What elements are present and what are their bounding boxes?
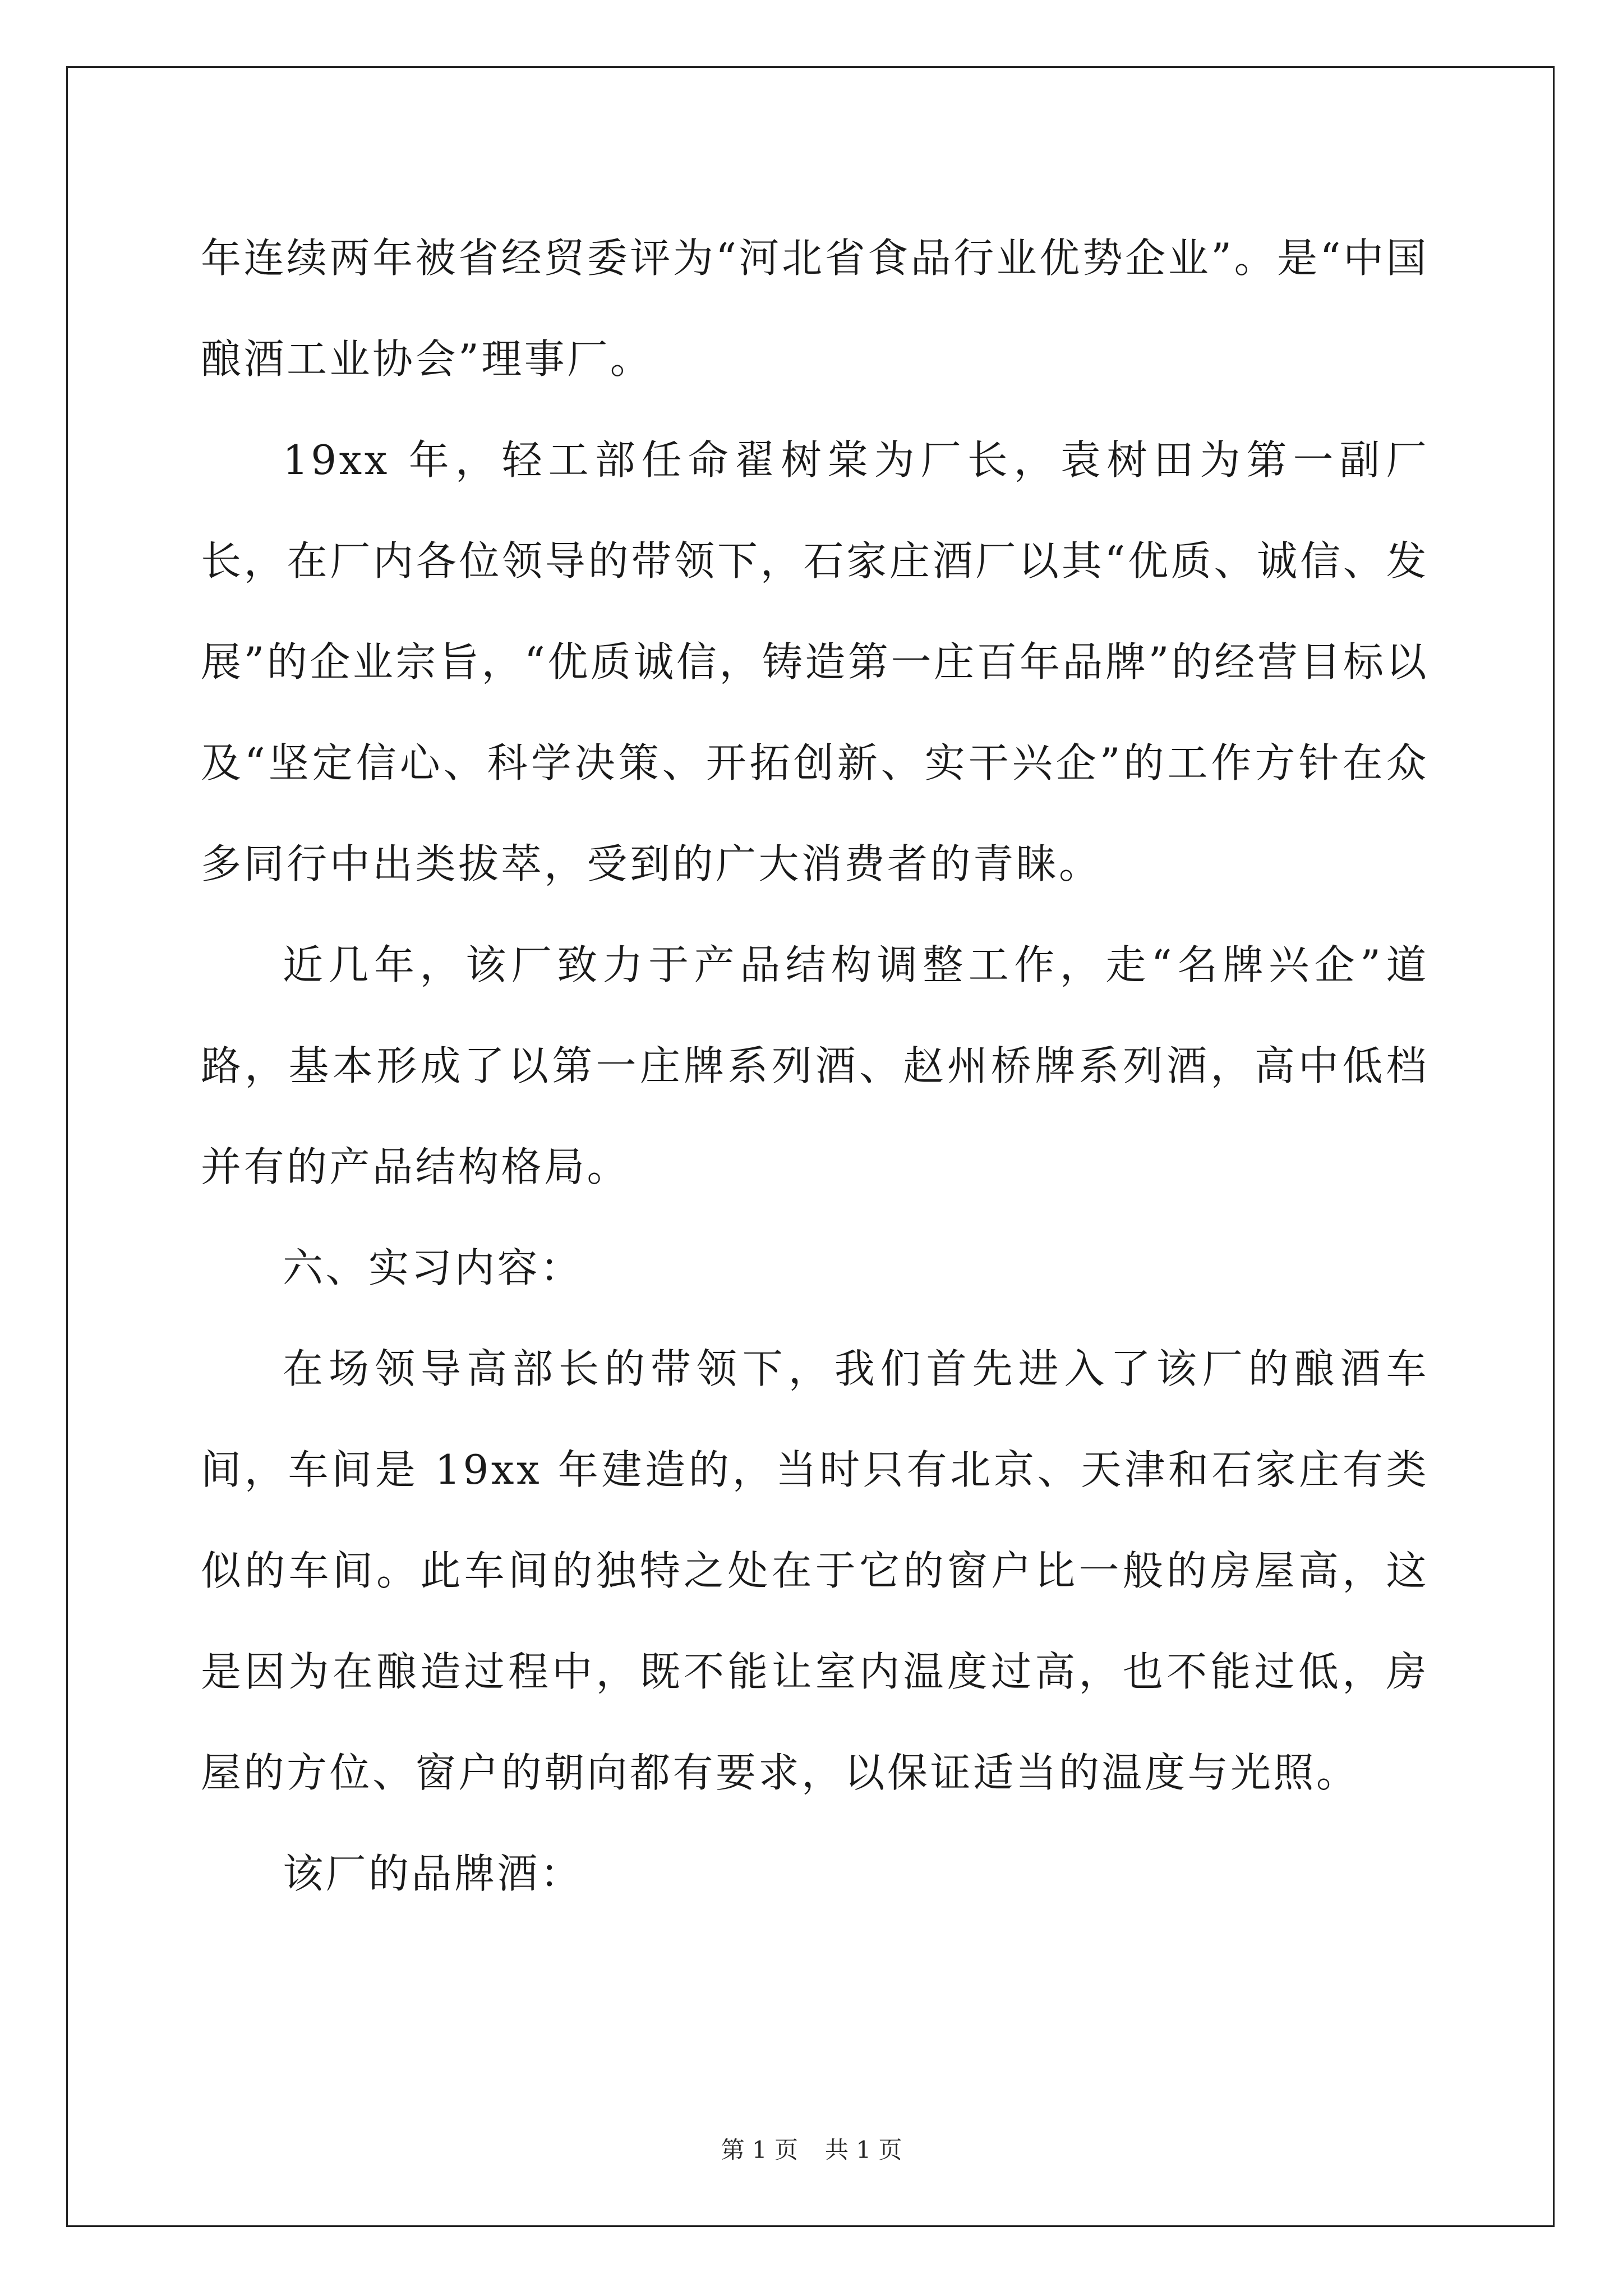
document-body	[201, 208, 1429, 1924]
page-number: 第 1 页	[721, 2136, 798, 2164]
paragraph-4: 在场领导高部长的带领下，我们首先进入了该厂的酿酒车间，车间是 19xx 年建造的，当时只有北京、天津和石家庄有类似的车间。此车间的独特之处在于它的窗户比一般的房屋高，这是因为在酿造过程中，既不能让室内温度过高，也不能过低，房屋的方位、窗户的朝向都有要求，以保证适当的温度与光照。	[201, 1345, 1429, 1796]
paragraph-1: 年连续两年被省经贸委评为“河北省食品行业优势企业”。是“中国酿酒工业协会”理事厂。	[201, 234, 1429, 383]
paragraph-5: 该厂的品牌酒：	[283, 1850, 583, 1897]
paragraph-3: 近几年，该厂致力于产品结构调整工作，走“名牌兴企”道路，基本形成了以第一庄牌系列酒、赵州桥牌系列酒，高中低档并有的产品结构格局。	[201, 941, 1429, 1190]
paragraph-2: 19xx 年，轻工部任命翟树棠为厂长，袁树田为第一副厂长，在厂内各位领导的带领下，石家庄酒厂以其“优质、诚信、发展”的企业宗旨，“优质诚信，铸造第一庄百年品牌”的经营目标以及“坚定信心、科学决策、开拓创新、实干兴企”的工作方针在众多同行中出类拔萃，受到的广大消费者的青睐。	[201, 436, 1429, 887]
section-heading: 六、实习内容：	[283, 1244, 583, 1291]
page-total: 共 1 页	[825, 2136, 902, 2164]
page-footer	[0, 2132, 1623, 2165]
